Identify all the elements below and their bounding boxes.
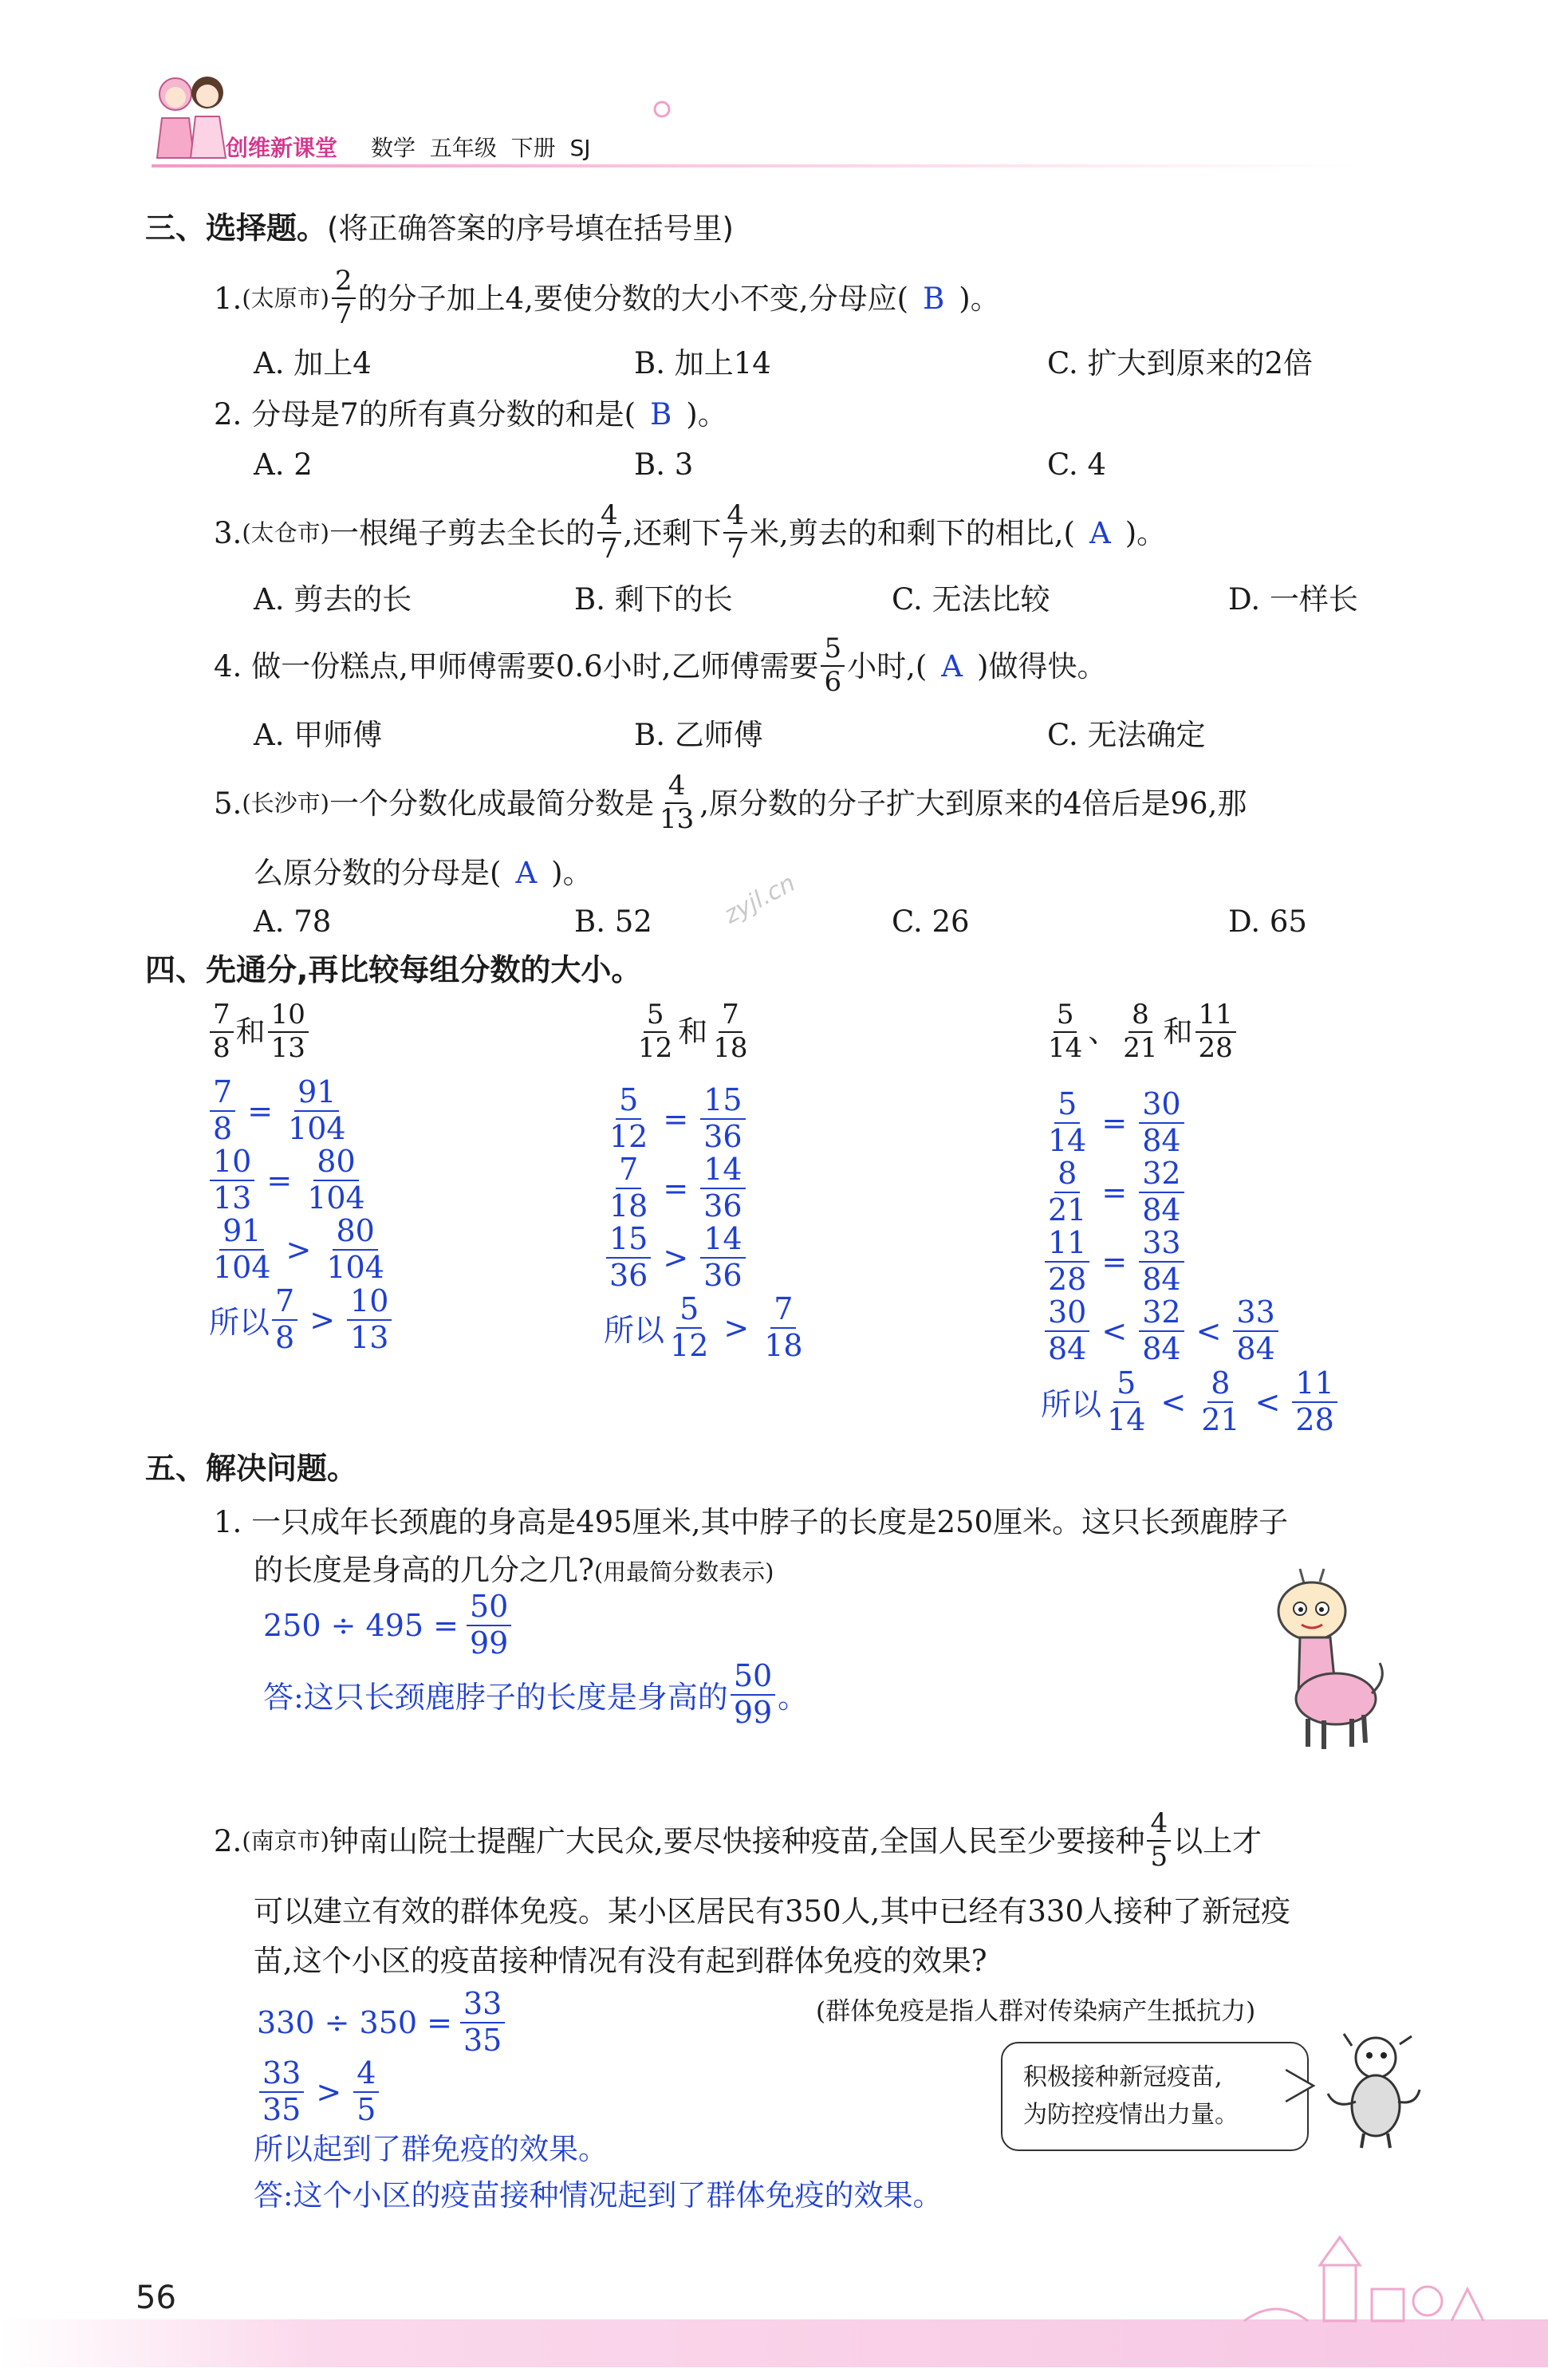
problem2-line2: 可以建立有效的群体免疫。某小区居民有350人,其中已经有330人接种了新冠疫: [254, 1894, 1291, 1929]
problem1-line1: 1. 一只成年长颈鹿的身高是495厘米,其中脖子的长度是250厘米。这只长颈鹿脖子: [214, 1505, 1289, 1539]
problem2-calc: 330 ÷ 350 = $\frac{33}{35}$: [257, 1988, 507, 2057]
q5-option-c: C. 26: [892, 904, 970, 939]
q2-option-b: B. 3: [634, 447, 694, 482]
g1-result: 所以 $\frac{7}{8}$ > $\frac{10}{13}$: [209, 1286, 394, 1354]
g3-step2: $\frac{8}{21}$ = $\frac{32}{84}$: [1042, 1158, 1187, 1227]
section5-title: 五、解决问题。: [145, 1451, 358, 1486]
answer-5: A: [515, 855, 538, 890]
giraffe-illustration: [1260, 1567, 1404, 1755]
problem1-calc: 250 ÷ 495 = $\frac{50}{99}$: [263, 1591, 514, 1660]
question-1: 1. (太原市) $\frac{2}{7}$ 的分子加上4,要使分数的大小不变,分母应( B )。: [214, 265, 1000, 330]
problem2-note: (群体免疫是指人群对传染病产生抵抗力): [816, 1997, 1256, 2026]
header-underline: [152, 164, 1356, 167]
g1-step1: $\frac{7}{8}$ = $\frac{91}{104}$: [207, 1077, 352, 1145]
q4-option-a: A. 甲师傅: [254, 718, 383, 752]
g3-step1: $\frac{5}{14}$ = $\frac{30}{84}$: [1042, 1089, 1187, 1157]
page-number: 56: [136, 2280, 176, 2316]
answer-1: B: [923, 281, 945, 316]
header-brand: 创维新课堂: [226, 135, 338, 161]
problem2-line3: 苗,这个小区的疫苗接种情况有没有起到群体免疫的效果?: [254, 1944, 987, 1978]
watermark: zyjl.cn: [719, 869, 800, 930]
answer-3: A: [1089, 515, 1111, 550]
q5-option-a: A. 78: [254, 904, 332, 939]
header-flower-icon: [650, 97, 674, 121]
footer-castle-illustration: [1228, 2225, 1491, 2329]
g2-result: 所以 $\frac{5}{12}$ > $\frac{7}{18}$: [604, 1291, 803, 1363]
bubble-tail: [1286, 2066, 1318, 2106]
header-subject: 数学 五年级 下册 SJ: [371, 135, 591, 161]
q1-option-b: B. 加上14: [634, 346, 771, 380]
problem1-answer: 答:这只长颈鹿脖子的长度是身高的 $\frac{50}{99}$ 。: [263, 1658, 809, 1730]
g1-step2: $\frac{10}{13}$ = $\frac{80}{104}$: [207, 1146, 371, 1215]
question-3: 3. (太仓市) 一根绳子剪去全长的 $\frac{4}{7}$ ,还剩下 $\frac{4}{7}$ 米,剪去的和剩下的相比,( A )。: [214, 499, 1167, 565]
problem2-line1: 2. (南京市) 钟南山院士提醒广大民众,要尽快接种疫苗,全国人民至少要接种 $\frac{4}{5}$ 以上才: [214, 1807, 1262, 1873]
g3-result: 所以 $\frac{5}{14}$ < $\frac{8}{21}$ < $\frac{11}{28}$: [1041, 1368, 1340, 1436]
header-girls-illustration: [148, 70, 235, 166]
mascot-illustration: [1320, 2030, 1424, 2149]
g1-question: $\frac{7}{8}$ 和 $\frac{10}{13}$: [207, 1001, 311, 1062]
problem2-answer: 答:这个小区的疫苗接种情况起到了群体免疫的效果。: [254, 2178, 943, 2213]
q3-option-b: B. 剩下的长: [574, 582, 733, 617]
question-2: 2. 分母是7的所有真分数的和是( B )。: [214, 396, 727, 431]
g2-step3: $\frac{15}{36}$ > $\frac{14}{36}$: [604, 1223, 748, 1292]
g2-question: $\frac{5}{12}$ 和 $\frac{7}{18}$: [638, 999, 748, 1064]
q5-option-b: B. 52: [574, 904, 652, 939]
answer-4: A: [941, 648, 963, 684]
q4-option-b: B. 乙师傅: [634, 718, 763, 752]
q5-option-d: D. 65: [1228, 904, 1307, 939]
g2-step1: $\frac{5}{12}$ = $\frac{15}{36}$: [604, 1085, 748, 1153]
g1-step3: $\frac{91}{104}$ > $\frac{80}{104}$: [213, 1213, 384, 1285]
q2-option-c: C. 4: [1047, 447, 1107, 482]
answer-2: B: [650, 396, 672, 431]
question-4: 4. 做一份糕点,甲师傅需要0.6小时,乙师傅需要 $\frac{5}{6}$ 小时,( A )做得快。: [214, 632, 1107, 698]
q2-option-a: A. 2: [254, 447, 313, 482]
g3-question: $\frac{5}{14}$ 、 $\frac{8}{21}$ 和 $\frac{11}{28}$: [1042, 1001, 1239, 1062]
speech-bubble: 积极接种新冠疫苗, 为防控疫情出力量。: [1001, 2042, 1309, 2151]
g3-step4: $\frac{30}{84}$ < $\frac{32}{84}$ < $\frac{33}{84}$: [1042, 1297, 1281, 1365]
question-5: 5. (长沙市) 一个分数化成最简分数是 $\frac{4}{13}$ ,原分数的分子扩大到原来的4倍后是96,那: [214, 770, 1247, 835]
problem1-line2: 的长度是身高的几分之几?(用最简分数表示): [254, 1553, 774, 1587]
q1-option-c: C. 扩大到原来的2倍: [1047, 346, 1314, 380]
q1-option-a: A. 加上4: [254, 346, 372, 380]
q3-option-c: C. 无法比较: [892, 582, 1050, 617]
section3-title: 三、选择题。(将正确答案的序号填在括号里): [145, 211, 734, 246]
q3-option-a: A. 剪去的长: [254, 582, 412, 617]
problem2-compare: $\frac{33}{35}$ > $\frac{4}{5}$: [257, 2058, 381, 2126]
g3-step3: $\frac{11}{28}$ = $\frac{33}{84}$: [1042, 1227, 1187, 1296]
section4-title: 四、先通分,再比较每组分数的大小。: [145, 952, 642, 987]
g2-step2: $\frac{7}{18}$ = $\frac{14}{36}$: [604, 1154, 748, 1223]
problem2-so: 所以起到了群免疫的效果。: [254, 2132, 608, 2166]
q3-option-d: D. 一样长: [1228, 582, 1358, 617]
q4-option-c: C. 无法确定: [1047, 718, 1206, 752]
question-5-line2: 么原分数的分母是( A )。: [254, 855, 593, 890]
